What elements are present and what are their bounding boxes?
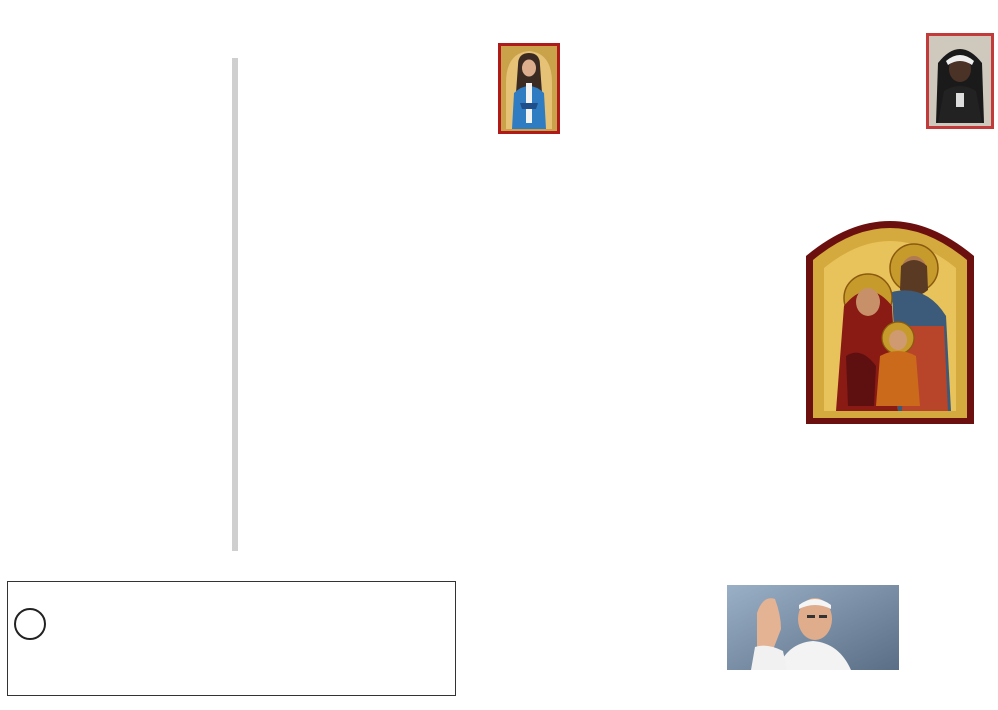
table-separator (232, 58, 238, 551)
info-icon (14, 608, 46, 640)
info-box (7, 581, 456, 696)
kateri-icon-image (498, 43, 560, 134)
bakhita-photo (926, 33, 994, 129)
holy-family-icon-image (806, 206, 974, 424)
pope-francis-photo (727, 585, 899, 670)
